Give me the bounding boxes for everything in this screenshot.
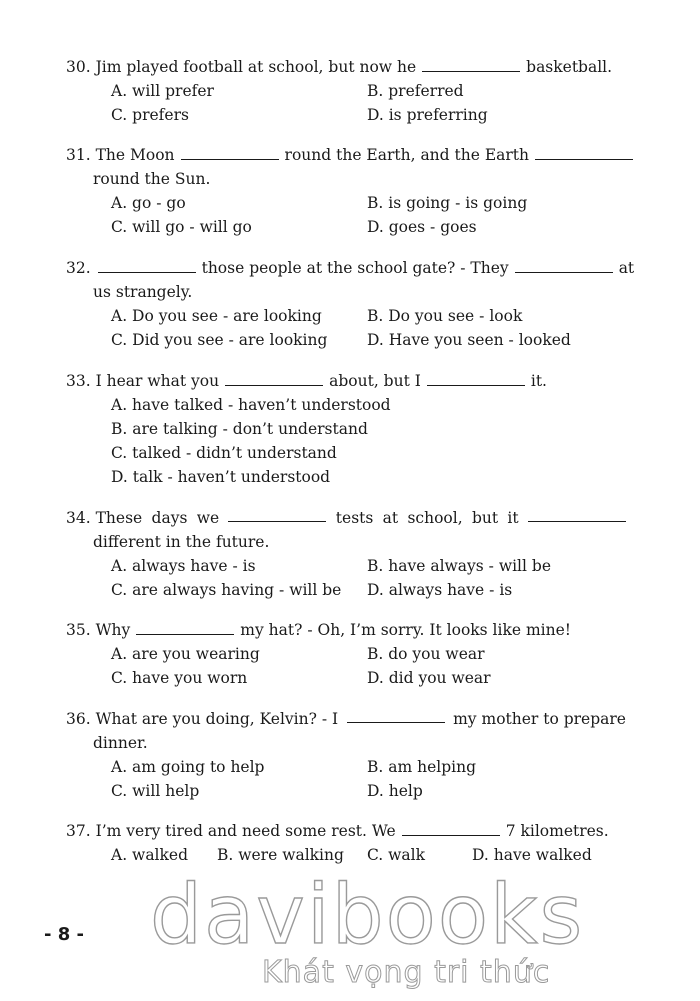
option-c: C. Did you see - are looking	[111, 331, 328, 349]
option-d: D. Have you seen - looked	[367, 331, 571, 349]
option-c: C. talked - didn’t understand	[111, 444, 337, 462]
options-row	[66, 779, 626, 803]
watermark-logo: davibooks	[150, 868, 585, 963]
options-row	[66, 755, 626, 779]
option-b: B. Do you see - look	[367, 307, 523, 325]
option-c: C. have you worn	[111, 669, 248, 687]
question-37	[66, 819, 626, 867]
option-a: A. am going to help	[111, 758, 265, 776]
option-a: A. always have - is	[111, 557, 256, 575]
option-a: A. will prefer	[111, 82, 214, 100]
question-stem-continued: dinner.	[93, 734, 148, 752]
answer-blank	[347, 707, 445, 723]
options-row	[66, 79, 626, 103]
option-d: D. talk - haven’t understood	[111, 468, 331, 486]
question-stem: 31. The Moon round the Earth, and the Earth	[66, 143, 626, 167]
option-b: B. preferred	[367, 82, 464, 100]
question-stem-continued: us strangely.	[93, 283, 193, 301]
page-number: - 8 -	[44, 924, 84, 945]
option-a: A. have talked - haven’t understood	[111, 396, 391, 414]
option-a: A. Do you see - are looking	[111, 307, 322, 325]
option-c: C. will go - will go	[111, 218, 252, 236]
watermark-tagline: Khát vọng tri thức	[262, 955, 551, 990]
option-b: B. were walking	[217, 846, 344, 864]
options-row	[66, 843, 626, 867]
answer-blank	[225, 370, 323, 386]
option-b: B. do you wear	[367, 645, 485, 663]
answer-blank	[528, 506, 626, 522]
option-d: D. did you wear	[367, 669, 491, 687]
question-stem: 36. What are you doing, Kelvin? - I my mother to prepare	[66, 707, 626, 731]
option-d: D. have walked	[472, 846, 592, 864]
answer-blank	[181, 144, 279, 160]
options-row	[66, 554, 626, 578]
question-stem-continued: round the Sun.	[93, 170, 211, 188]
question-stem-continued: different in the future.	[93, 533, 270, 551]
question-33	[66, 369, 626, 489]
option-d: D. help	[367, 782, 423, 800]
option-d: D. goes - goes	[367, 218, 477, 236]
answer-blank	[422, 56, 520, 72]
options-row	[66, 578, 626, 602]
options-row	[66, 328, 626, 352]
option-a: A. walked	[111, 846, 189, 864]
options-row	[66, 191, 626, 215]
question-stem: 35. Why my hat? - Oh, I’m sorry. It looks like mine!	[66, 621, 571, 639]
option-b: B. are talking - don’t understand	[111, 420, 368, 438]
question-34	[66, 506, 626, 602]
question-35	[66, 618, 626, 690]
answer-blank	[98, 257, 196, 273]
question-30	[66, 55, 626, 127]
option-b: B. have always - will be	[367, 557, 551, 575]
options-row	[66, 103, 626, 127]
option-c: C. are always having - will be	[111, 581, 342, 599]
question-stem: 32. those people at the school gate? - They at	[66, 259, 635, 277]
option-b: B. is going - is going	[367, 194, 528, 212]
answer-blank	[402, 820, 500, 836]
options-row	[66, 642, 626, 666]
answer-blank	[136, 619, 234, 635]
question-32	[66, 256, 635, 352]
answer-blank	[535, 144, 633, 160]
question-stem: 34. These days we tests at school, but it	[66, 506, 626, 530]
answer-blank	[427, 370, 525, 386]
question-stem: 30. Jim played football at school, but now he basketball.	[66, 58, 613, 76]
question-31	[66, 143, 626, 239]
option-a: A. are you wearing	[111, 645, 260, 663]
question-stem: 33. I hear what you about, but I it.	[66, 372, 547, 390]
options-row	[66, 304, 626, 328]
option-c: C. walk	[367, 846, 426, 864]
options-row	[66, 215, 626, 239]
option-d: D. is preferring	[367, 106, 488, 124]
option-c: C. will help	[111, 782, 200, 800]
option-b: B. am helping	[367, 758, 477, 776]
question-36	[66, 707, 626, 803]
option-d: D. always have - is	[367, 581, 513, 599]
answer-blank	[515, 257, 613, 273]
question-stem: 37. I’m very tired and need some rest. We 7 kilometres.	[66, 822, 609, 840]
answer-blank	[228, 506, 326, 522]
option-a: A. go - go	[111, 194, 186, 212]
option-c: C. prefers	[111, 106, 189, 124]
options-row	[66, 666, 626, 690]
